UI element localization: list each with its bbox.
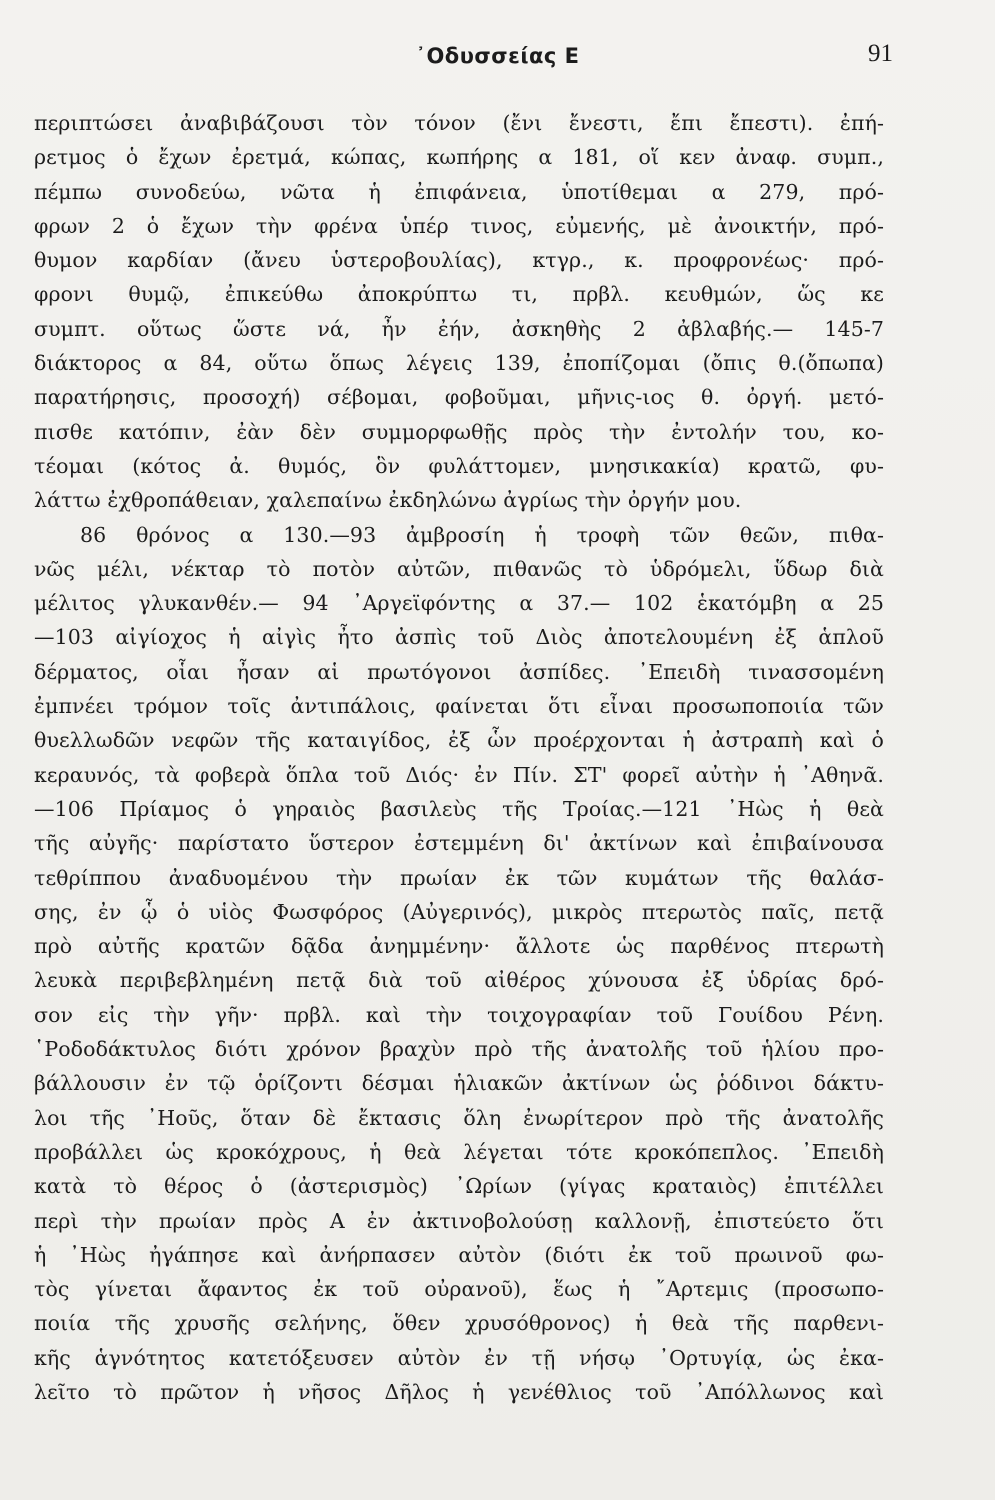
text-line: πέμπω συνοδεύω, νῶτα ἡ ἐπιφάνεια, ὑποτίθεμαι α 279, πρό- <box>34 179 884 204</box>
text-line: συμπτ. οὕτως ὥστε νά, ἦν ἐήν, ἀσκηθὴς 2 ἀβλαβής.— 145-7 <box>34 316 884 341</box>
text-line: ῾Ροδοδάκτυλος διότι χρόνον βραχὺν πρὸ τῆς ἀνατολῆς τοῦ ἡλίου προ- <box>34 1037 884 1062</box>
text-line: σον εἰς τὴν γῆν· πρβλ. καὶ τὴν τοιχογραφίαν τοῦ Γουίδου Ρένη. <box>34 1002 884 1027</box>
text-line: παρατήρησις, προσοχή) σέβομαι, φοβοῦμαι, μῆνις-ιος θ. ὀργή. μετό- <box>34 385 884 410</box>
text-line: κεραυνός, τὰ φοβερὰ ὅπλα τοῦ Διός· ἐν Πίν. ΣΤ' φορεῖ αὐτὴν ἡ ᾿Αθηνᾶ. <box>34 762 884 787</box>
text-line: λοι τῆς ᾿Ηοῦς, ὅταν δὲ ἔκτασις ὅλη ἐνωρίτερον πρὸ τῆς ἀνατολῆς <box>34 1105 884 1130</box>
text-line: νῶς μέλι, νέκταρ τὸ ποτὸν αὐτῶν, πιθανῶς τὸ ὑδρόμελι, ὕδωρ διὰ <box>34 556 884 581</box>
text-line: ποιία τῆς χρυσῆς σελήνης, ὅθεν χρυσόθρονος) ἡ θεὰ τῆς παρθενι- <box>34 1311 884 1336</box>
text-line: ρετμος ὁ ἔχων ἐρετμά, κώπας, κωπήρης α 181, οἵ κεν ἀναφ. συμπ., <box>34 145 884 170</box>
text-line: ἐμπνέει τρόμον τοῖς ἀντιπάλοις, φαίνεται ὅτι εἶναι προσωποποιία τῶν <box>34 694 884 719</box>
text-line: θυμον καρδίαν (ἄνευ ὑστεροβουλίας), κτγρ., κ. προφρονέως· πρό- <box>34 248 884 273</box>
text-line: πρὸ αὐτῆς κρατῶν δᾷδα ἀνημμένην· ἄλλοτε ὡς παρθένος πτερωτὴ <box>34 934 884 959</box>
text-line: 86 θρόνος α 130.—93 ἀμβροσίη ἡ τροφὴ τῶν θεῶν, πιθα- <box>80 522 884 547</box>
text-line: μέλιτος γλυκανθέν.— 94 ᾿Αργεϊφόντης α 37.— 102 ἑκατόμβη α 25 <box>34 591 884 616</box>
text-line: λάττω ἐχθροπάθειαν, χαλεπαίνω ἐκδηλώνω ἀγρίως τὴν ὀργήν μου. <box>34 488 742 513</box>
text-line: περὶ τὴν πρωίαν πρὸς Α ἐν ἀκτινοβολούσῃ καλλονῇ, ἐπιστεύετο ὅτι <box>34 1208 884 1233</box>
text-line: φρονι θυμῷ, ἐπικεύθω ἀποκρύπτω τι, πρβλ. κευθμών, ὥς κε <box>34 282 884 307</box>
text-line: —103 αἰγίοχος ἡ αἰγὶς ἦτο ἀσπὶς τοῦ Διὸς ἀποτελουμένη ἐξ ἁπλοῦ <box>34 625 884 650</box>
running-header: ᾿Οδυσσείας Ε <box>415 44 580 68</box>
text-line: λευκὰ περιβεβλημένη πετᾷ διὰ τοῦ αἰθέρος χύνουσα ἐξ ὑδρίας δρό- <box>34 968 884 993</box>
text-line: σης, ἐν ᾧ ὁ υἱὸς Φωσφόρος (Αὐγερινός), μικρὸς πτερωτὸς παῖς, πετᾷ <box>34 899 884 924</box>
text-line: τὸς γίνεται ἄφαντος ἐκ τοῦ οὐρανοῦ), ἕως ἡ ῎Αρτεμις (προσωπο- <box>34 1277 884 1302</box>
text-line: κῆς ἁγνότητος κατετόξευσεν αὐτὸν ἐν τῇ νήσῳ ᾿Ορτυγίᾳ, ὡς ἐκα- <box>34 1345 884 1370</box>
text-line: κατὰ τὸ θέρος ὁ (ἀστερισμὸς) ᾿Ωρίων (γίγας κραταιὸς) ἐπιτέλλει <box>34 1174 884 1199</box>
page-number: 91 <box>868 40 893 67</box>
text-line: τέομαι (κότος ἀ. θυμός, ὃν φυλάττομεν, μνησικακία) κρατῶ, φυ- <box>34 453 884 478</box>
text-line: —106 Πρίαμος ὁ γηραιὸς βασιλεὺς τῆς Τροίας.—121 ᾿Ηὼς ἡ θεὰ <box>34 796 884 821</box>
text-line: προβάλλει ὡς κροκόχρους, ἡ θεὰ λέγεται τότε κροκόπεπλος. ᾿Επειδὴ <box>34 1139 884 1164</box>
text-line: φρων 2 ὁ ἔχων τὴν φρένα ὑπέρ τινος, εὐμενής, μὲ ἀνοικτήν, πρό- <box>34 213 884 238</box>
text-line: λεῖτο τὸ πρῶτον ἡ νῆσος Δῆλος ἡ γενέθλιος τοῦ ᾿Απόλλωνος καὶ <box>34 1379 884 1404</box>
text-line: βάλλουσιν ἐν τῷ ὁρίζοντι δέσμαι ἡλιακῶν ἀκτίνων ὡς ῥόδινοι δάκτυ- <box>34 1071 884 1096</box>
text-line: τῆς αὐγῆς· παρίστατο ὕστερον ἐστεμμένη δι' ἀκτίνων καὶ ἐπιβαίνουσα <box>34 831 884 856</box>
text-line: πισθε κατόπιν, ἐὰν δὲν συμμορφωθῇς πρὸς τὴν ἐντολήν του, κο- <box>34 419 884 444</box>
text-line: δέρματος, οἷαι ἦσαν αἱ πρωτόγονοι ἀσπίδες. ᾿Επειδὴ τινασσομένη <box>34 659 884 684</box>
text-line: διάκτορος α 84, οὕτω ὅπως λέγεις 139, ἐποπίζομαι (ὄπις θ.(ὄπωπα) <box>34 351 884 376</box>
commentary-text <box>34 106 884 1409</box>
text-line: τεθρίππου ἀναδυομένου τὴν πρωίαν ἐκ τῶν κυμάτων τῆς θαλάσ- <box>34 865 884 890</box>
text-line: περιπτώσει ἀναβιβάζουσι τὸν τόνον (ἔνι ἔνεστι, ἔπι ἔπεστι). ἐπή- <box>34 111 884 135</box>
text-line: θυελλωδῶν νεφῶν τῆς καταιγίδος, ἐξ ὧν προέρχονται ἡ ἀστραπὴ καὶ ὁ <box>34 728 884 753</box>
text-line: ἡ ᾿Ηὼς ἠγάπησε καὶ ἀνήρπασεν αὐτὸν (διότι ἐκ τοῦ πρωινοῦ φω- <box>34 1242 884 1267</box>
